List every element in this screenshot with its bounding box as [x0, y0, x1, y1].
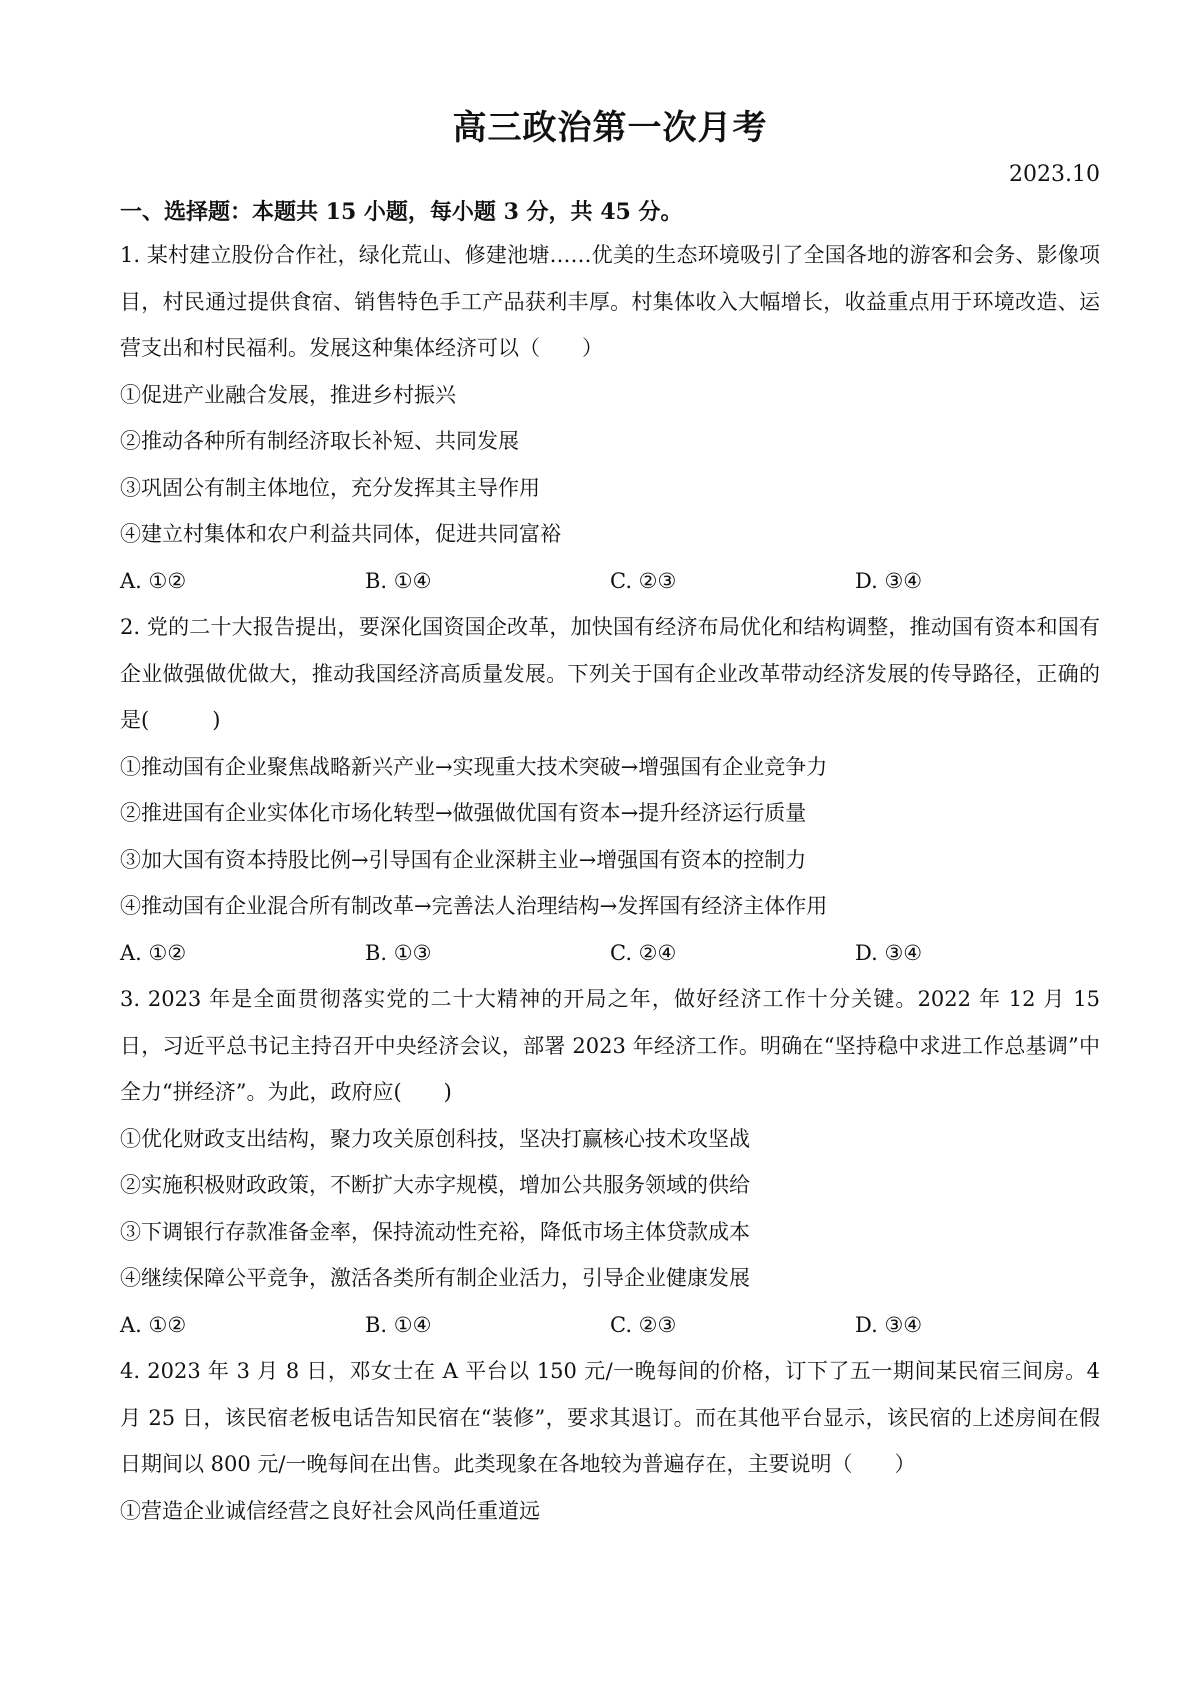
- option-item: ①促进产业融合发展，推进乡村振兴: [120, 382, 456, 407]
- question-stem: 2. 党的二十大报告提出，要深化国资国企改革，加快国有经济布局优化和结构调整，推动国有资本和国有企业做强做优做大，推动我国经济高质量发展。下列关于国有企业改革带动经济发展的传导路径，正确的是( ): [120, 615, 1100, 732]
- answer-choices: [120, 930, 1100, 977]
- option-item: ①营造企业诚信经营之良好社会风尚任重道远: [120, 1498, 540, 1523]
- question-1: [120, 232, 1100, 604]
- choice-b: B. ①④: [365, 568, 432, 593]
- question-stem: 1. 某村建立股份合作社，绿化荒山、修建池塘……优美的生态环境吸引了全国各地的游客和会务、影像项目，村民通过提供食宿、销售特色手工产品获利丰厚。村集体收入大幅增长，收益重点用于环境改造、运营支出和村民福利。发展这种集体经济可以（ ）: [120, 243, 1100, 360]
- choice-c: C. ②③: [610, 1312, 677, 1337]
- option-item: ②推动各种所有制经济取长补短、共同发展: [120, 429, 519, 453]
- answer-choices: [120, 558, 1100, 605]
- choice-a: A. ①②: [120, 1312, 187, 1337]
- option-item: ④建立村集体和农户利益共同体，促进共同富裕: [120, 522, 561, 546]
- choice-c: C. ②④: [610, 940, 677, 965]
- choice-d: D. ③④: [855, 1312, 923, 1337]
- choice-b: B. ①③: [365, 940, 432, 965]
- question-stem: 4. 2023 年 3 月 8 日，邓女士在 A 平台以 150 元/一晚每间的价格，订下了五一期间某民宿三间房。4 月 25 日，该民宿老板电话告知民宿在“装修”，要求其退订。而在其他平台显示，该民宿的上述房间在假日期间以 800 元/一晚每间在出售。此类现象在各地较为普遍存在，主要说明（ ）: [120, 1359, 1100, 1476]
- choice-d: D. ③④: [855, 568, 923, 593]
- choice-c: C. ②③: [610, 568, 677, 593]
- option-item: ②推进国有企业实体化市场化转型→做强做优国有资本→提升经济运行质量: [120, 801, 807, 825]
- question-3: [120, 976, 1100, 1348]
- question-2: [120, 604, 1100, 976]
- option-item: ④继续保障公平竞争，激活各类所有制企业活力，引导企业健康发展: [120, 1266, 750, 1290]
- option-item: ③巩固公有制主体地位，充分发挥其主导作用: [120, 475, 540, 500]
- exam-date: 2023.10: [1009, 162, 1100, 187]
- section-heading: 一、选择题：本题共 15 小题，每小题 3 分，共 45 分。: [120, 199, 683, 225]
- option-item: ②实施积极财政政策，不断扩大赤字规模，增加公共服务领域的供给: [120, 1173, 750, 1197]
- option-item: ④推动国有企业混合所有制改革→完善法人治理结构→发挥国有经济主体作用: [120, 894, 828, 918]
- option-item: ③加大国有资本持股比例→引导国有企业深耕主业→增强国有资本的控制力: [120, 847, 807, 872]
- choice-a: A. ①②: [120, 568, 187, 593]
- answer-choices: [120, 1302, 1100, 1349]
- option-item: ①优化财政支出结构，聚力攻关原创科技，坚决打赢核心技术攻坚战: [120, 1126, 750, 1151]
- option-item: ③下调银行存款准备金率，保持流动性充裕，降低市场主体贷款成本: [120, 1219, 750, 1244]
- option-item: ①推动国有企业聚焦战略新兴产业→实现重大技术突破→增强国有企业竞争力: [120, 754, 828, 779]
- choice-a: A. ①②: [120, 940, 187, 965]
- question-4: [120, 1348, 1100, 1534]
- question-stem: 3. 2023 年是全面贯彻落实党的二十大精神的开局之年，做好经济工作十分关键。2022 年 12 月 15 日，习近平总书记主持召开中央经济会议，部署 2023 年经济工作。明确在“坚持稳中求进工作总基调”中全力“拼经济”。为此，政府应( ): [120, 987, 1100, 1104]
- choice-b: B. ①④: [365, 1312, 432, 1337]
- exam-title: 高三政治第一次月考: [452, 108, 768, 148]
- choice-d: D. ③④: [855, 940, 923, 965]
